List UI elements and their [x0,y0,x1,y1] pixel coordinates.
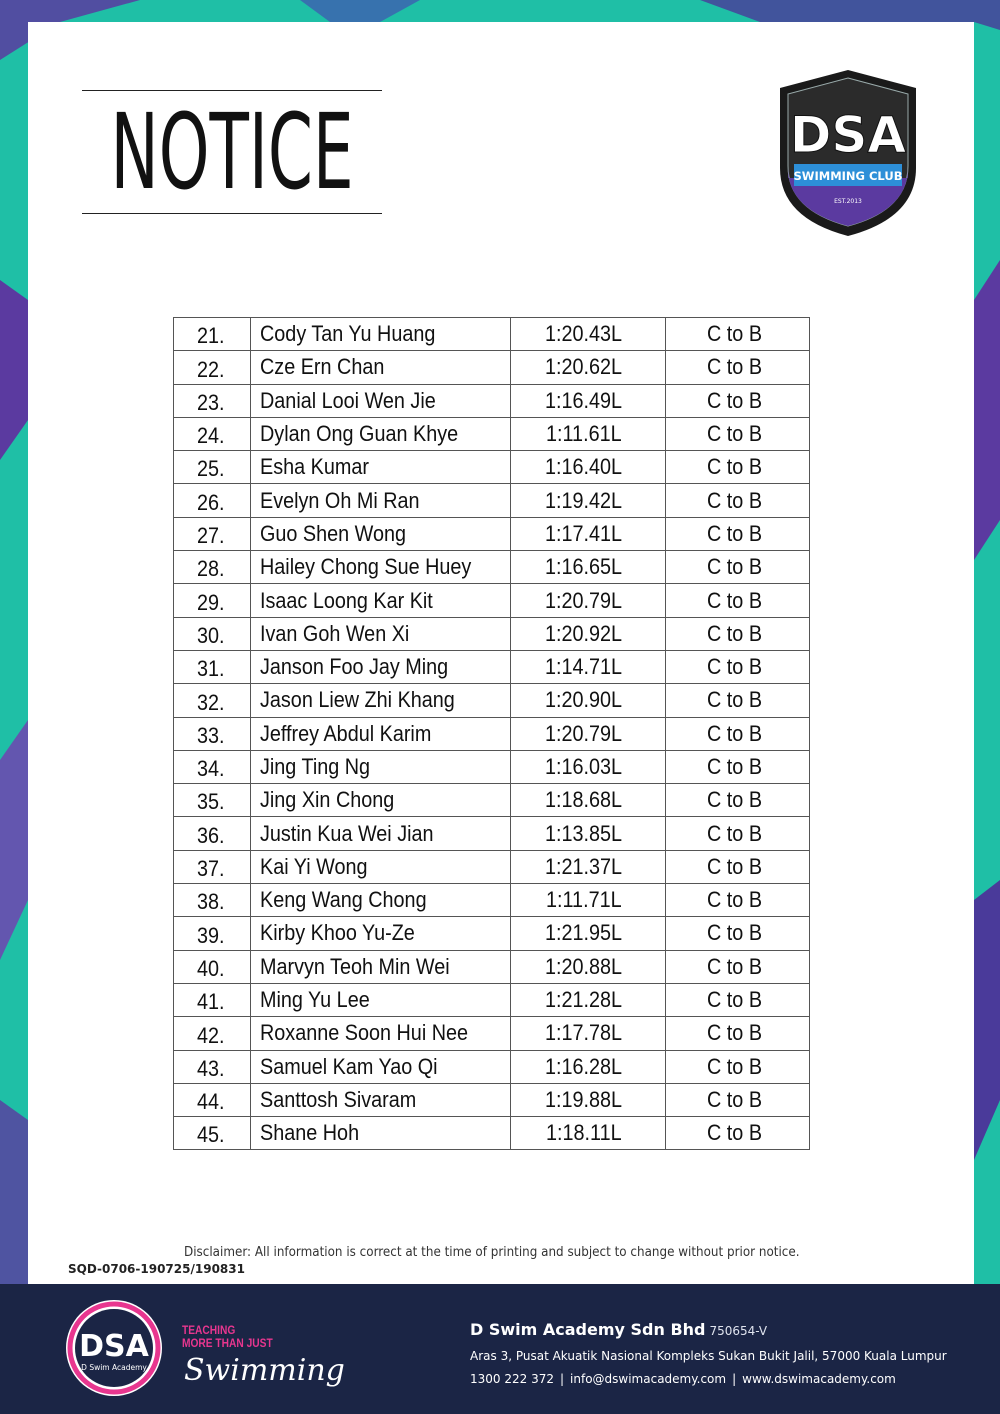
swimmer-name: Samuel Kam Yao Qi [260,1053,438,1079]
swim-time: 1:17.78L [545,1020,623,1046]
swim-time: 1:19.88L [545,1086,623,1112]
swim-time: 1:19.42L [545,487,623,513]
row-number-cell [174,1017,251,1050]
swim-time-cell [511,817,666,850]
row-number-cell [174,517,251,550]
swim-time-cell [511,318,666,351]
swim-time-cell [511,1083,666,1116]
grade-change-cell [666,950,810,983]
results-table [173,317,810,1150]
swimmer-name: Shane Hoh [260,1120,360,1146]
swim-time: 1:16.28L [545,1053,623,1079]
website-link[interactable]: www.dswimacademy.com [742,1372,896,1386]
row-number-cell [174,384,251,417]
document-code: SQD-0706-190725/190831 [68,1262,245,1276]
table-row [174,384,810,417]
swimmer-name: Esha Kumar [260,454,369,480]
row-number: 38. [196,889,225,915]
swimmer-name: Marvyn Teoh Min Wei [260,953,450,979]
swimmer-name-cell [251,417,511,450]
swim-time-cell [511,1117,666,1150]
swim-time-cell [511,684,666,717]
dsa-swimming-club-logo [776,68,920,238]
table-row [174,617,810,650]
row-number-cell [174,484,251,517]
row-number-cell [174,850,251,883]
swimmer-name: Cody Tan Yu Huang [260,321,436,347]
swimmer-name: Hailey Chong Sue Huey [260,554,472,580]
grade-change-cell [666,617,810,650]
tagline-line-2: MORE THAN JUST [182,1336,273,1350]
grade-change: C to B [706,887,762,913]
grade-change: C to B [706,487,762,513]
svg-text:DSA: DSA [789,106,907,164]
grade-change: C to B [706,1020,762,1046]
row-number-cell [174,717,251,750]
swim-time-cell [511,850,666,883]
swimmer-name-cell [251,617,511,650]
swimmer-name-cell [251,1050,511,1083]
table-row [174,551,810,584]
table-row [174,917,810,950]
swim-time-cell [511,417,666,450]
swim-time: 1:16.49L [545,387,623,413]
grade-change-cell [666,551,810,584]
company-address: Aras 3, Pusat Akuatik Nasional Kompleks Sukan Bukit Jalil, 57000 Kuala Lumpur [470,1349,947,1363]
swimmer-name: Jason Liew Zhi Khang [260,687,455,713]
grade-change: C to B [706,554,762,580]
swimmer-name-cell [251,517,511,550]
swim-time-cell [511,551,666,584]
swimmer-name-cell [251,351,511,384]
row-number: 29. [196,589,225,615]
footer-bar [0,1284,1000,1414]
swim-time-cell [511,650,666,683]
swimmer-name: Roxanne Soon Hui Nee [260,1020,469,1046]
grade-change: C to B [706,1120,762,1146]
row-number: 27. [196,523,225,549]
grade-change: C to B [706,654,762,680]
svg-text:DSA: DSA [79,1329,149,1364]
swimmer-name-cell [251,318,511,351]
swim-time: 1:16.40L [545,454,623,480]
swimmer-name: Santtosh Sivaram [260,1086,417,1112]
swimmer-name: Evelyn Oh Mi Ran [260,487,420,513]
row-number-cell [174,983,251,1016]
row-number-cell [174,817,251,850]
swimmer-name-cell [251,584,511,617]
swim-time: 1:20.92L [545,620,623,646]
swim-time: 1:14.71L [545,654,623,680]
swim-time-cell [511,917,666,950]
swimmer-name-cell [251,817,511,850]
swim-time: 1:11.61L [545,421,622,447]
grade-change: C to B [706,520,762,546]
swim-time-cell [511,1017,666,1050]
swimmer-name-cell [251,717,511,750]
grade-change: C to B [706,920,762,946]
row-number-cell [174,617,251,650]
table-row [174,784,810,817]
row-number-cell [174,351,251,384]
grade-change-cell [666,917,810,950]
table-row [174,451,810,484]
grade-change-cell [666,1017,810,1050]
grade-change-cell [666,650,810,683]
row-number-cell [174,551,251,584]
grade-change: C to B [706,587,762,613]
row-number: 35. [196,789,225,815]
swimmer-name: Kai Yi Wong [260,853,368,879]
table-row [174,351,810,384]
row-number: 31. [196,656,225,682]
grade-change: C to B [706,321,762,347]
swimmer-name-cell [251,1117,511,1150]
table-row [174,650,810,683]
grade-change: C to B [706,720,762,746]
row-number-cell [174,1117,251,1150]
svg-text:D Swim Academy: D Swim Academy [81,1363,147,1372]
grade-change: C to B [706,454,762,480]
row-number-cell [174,917,251,950]
swim-time: 1:20.62L [545,354,623,380]
swimmer-name: Kirby Khoo Yu-Ze [260,920,415,946]
row-number-cell [174,750,251,783]
swimmer-name-cell [251,384,511,417]
swim-time-cell [511,1050,666,1083]
grade-change-cell [666,717,810,750]
row-number: 42. [196,1022,225,1048]
row-number: 37. [196,856,225,882]
grade-change-cell [666,784,810,817]
table-row [174,950,810,983]
grade-change: C to B [706,953,762,979]
grade-change: C to B [706,1086,762,1112]
row-number-cell [174,884,251,917]
swimmer-name-cell [251,917,511,950]
company-name: D Swim Academy Sdn Bhd 750654-V [470,1320,768,1339]
row-number-cell [174,1050,251,1083]
company-registration: 750654-V [709,1324,768,1338]
table-row [174,1083,810,1116]
notice-title: NOTICE [82,90,382,214]
table-row [174,884,810,917]
swim-time: 1:11.71L [545,887,622,913]
row-number-cell [174,318,251,351]
row-number: 21. [196,323,225,349]
grade-change-cell [666,484,810,517]
swim-time-cell [511,717,666,750]
tagline-line-1: TEACHING [182,1323,236,1337]
svg-text:Swimming: Swimming [184,1353,345,1388]
grade-change-cell [666,684,810,717]
table-row [174,717,810,750]
swim-time: 1:21.28L [545,987,623,1013]
swim-time: 1:18.11L [545,1120,622,1146]
row-number-cell [174,584,251,617]
grade-change-cell [666,750,810,783]
swim-time-cell [511,451,666,484]
table-row [174,484,810,517]
swim-time: 1:17.41L [545,520,623,546]
table-row [174,750,810,783]
swimmer-name: Jing Xin Chong [260,787,395,813]
table-row [174,817,810,850]
grade-change-cell [666,584,810,617]
swim-time: 1:16.03L [545,754,623,779]
swimmer-name: Justin Kua Wei Jian [260,820,434,846]
swim-time: 1:20.88L [545,953,623,979]
table-row [174,1017,810,1050]
row-number: 30. [196,622,225,648]
grade-change: C to B [706,620,762,646]
table-row [174,850,810,883]
grade-change-cell [666,417,810,450]
swimmer-name-cell [251,551,511,584]
row-number-cell [174,650,251,683]
swim-time-cell [511,484,666,517]
swim-time: 1:20.79L [545,587,623,613]
swimmer-name: Jing Ting Ng [260,754,371,779]
row-number: 23. [196,389,225,415]
swim-time: 1:16.65L [545,554,623,580]
swimmer-name: Ivan Goh Wen Xi [260,620,410,646]
swimmer-name-cell [251,983,511,1016]
grade-change-cell [666,351,810,384]
swimmer-name-cell [251,451,511,484]
row-number: 43. [196,1055,225,1081]
swimmer-name-cell [251,850,511,883]
swimmer-name: Ming Yu Lee [260,987,370,1013]
grade-change-cell [666,1050,810,1083]
swim-time: 1:20.79L [545,720,623,746]
swim-time: 1:20.90L [545,687,623,713]
swim-time-cell [511,351,666,384]
swimmer-name-cell [251,1017,511,1050]
swim-time-cell [511,884,666,917]
swim-time-cell [511,750,666,783]
grade-change-cell [666,884,810,917]
swimmer-name-cell [251,684,511,717]
swim-time: 1:18.68L [545,787,623,813]
row-number-cell [174,451,251,484]
row-number: 25. [196,456,225,482]
swimmer-name-cell [251,784,511,817]
swim-time: 1:21.37L [545,853,623,879]
dsa-academy-logo [64,1298,164,1398]
row-number: 39. [196,922,225,948]
grade-change-cell [666,517,810,550]
grade-change-cell [666,384,810,417]
grade-change-cell [666,983,810,1016]
swimmer-name-cell [251,484,511,517]
grade-change: C to B [706,687,762,713]
swimmer-name: Isaac Loong Kar Kit [260,587,433,613]
swim-time-cell [511,784,666,817]
grade-change-cell [666,817,810,850]
row-number: 45. [196,1122,225,1148]
swim-time-cell [511,950,666,983]
phone-number: 1300 222 372 [470,1372,554,1386]
swimmer-name: Keng Wang Chong [260,887,427,913]
row-number-cell [174,1083,251,1116]
grade-change-cell [666,850,810,883]
grade-change-cell [666,1117,810,1150]
swimmer-name: Cze Ern Chan [260,354,385,380]
grade-change-cell [666,451,810,484]
row-number: 33. [196,722,225,748]
row-number: 24. [196,423,225,449]
row-number: 32. [196,689,225,715]
swimmer-name-cell [251,950,511,983]
row-number: 26. [196,489,225,515]
table-row [174,318,810,351]
row-number-cell [174,784,251,817]
swim-time: 1:21.95L [545,920,623,946]
grade-change-cell [666,318,810,351]
row-number-cell [174,684,251,717]
table-row [174,983,810,1016]
swim-time: 1:20.43L [545,321,623,347]
row-number: 36. [196,822,225,848]
row-number-cell [174,417,251,450]
grade-change: C to B [706,354,762,380]
row-number: 22. [196,356,225,382]
svg-text:SWIMMING CLUB: SWIMMING CLUB [793,169,903,183]
table-row [174,684,810,717]
grade-change: C to B [706,787,762,813]
row-number: 40. [196,955,225,981]
swimmer-name-cell [251,1083,511,1116]
email-link[interactable]: info@dswimacademy.com [570,1372,727,1386]
swim-time-cell [511,584,666,617]
disclaimer-text: Disclaimer: All information is correct at the time of printing and subject to change without prior notice. [184,1245,800,1260]
table-row [174,1117,810,1150]
grade-change-cell [666,1083,810,1116]
swim-time-cell [511,384,666,417]
swimmer-name: Jeffrey Abdul Karim [260,720,432,746]
table-row [174,517,810,550]
swim-time-cell [511,617,666,650]
row-number: 44. [196,1089,225,1115]
swimmer-name-cell [251,884,511,917]
contact-line: 1300 222 372 | info@dswimacademy.com | www.dswimacademy.com [470,1372,896,1386]
row-number-cell [174,950,251,983]
swimmer-name: Danial Looi Wen Jie [260,387,436,413]
tagline-script-word [182,1346,382,1396]
grade-change: C to B [706,820,762,846]
swimmer-name-cell [251,750,511,783]
swim-time: 1:13.85L [545,820,623,846]
swimmer-name: Guo Shen Wong [260,520,407,546]
row-number: 34. [196,756,225,782]
grade-change: C to B [706,421,762,447]
grade-change: C to B [706,1053,762,1079]
grade-change: C to B [706,987,762,1013]
grade-change: C to B [706,853,762,879]
row-number: 41. [196,989,225,1015]
grade-change: C to B [706,754,762,779]
swimmer-name-cell [251,650,511,683]
row-number: 28. [196,556,225,582]
swim-time-cell [511,517,666,550]
table-row [174,1050,810,1083]
table-row [174,584,810,617]
svg-text:EST.2013: EST.2013 [834,198,862,205]
swimmer-name: Janson Foo Jay Ming [260,654,449,680]
table-row [174,417,810,450]
swimmer-name: Dylan Ong Guan Khye [260,421,459,447]
swim-time-cell [511,983,666,1016]
grade-change: C to B [706,387,762,413]
